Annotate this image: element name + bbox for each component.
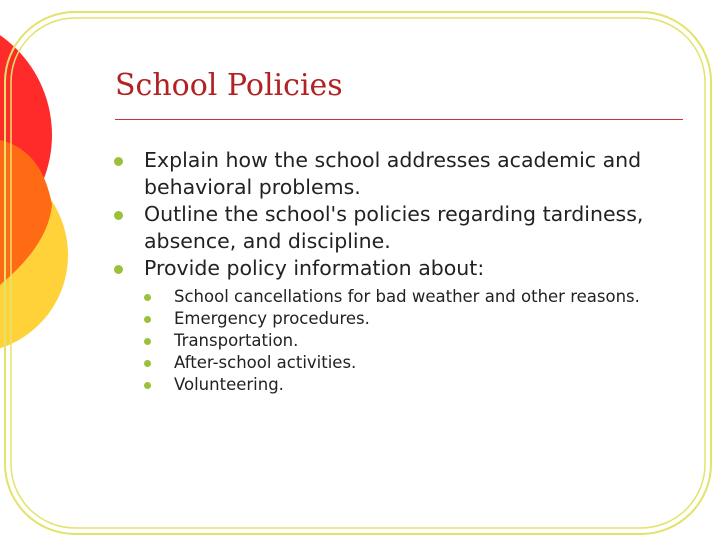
sub-bullet-item: [144, 330, 684, 352]
bullet-item: [114, 201, 684, 255]
sub-bullet-text: Transportation.: [174, 331, 299, 350]
sub-bullet-item: [144, 374, 684, 396]
sub-bullet-text: School cancellations for bad weather and other reasons.: [174, 287, 640, 306]
slide-title: School Policies: [115, 68, 343, 103]
sub-bullet-dot-icon: [144, 294, 151, 301]
bullet-text: Provide policy information about:: [144, 256, 485, 280]
bullet-dot-icon: [114, 211, 123, 220]
sub-bullet-item: [144, 352, 684, 374]
bullet-dot-icon: [114, 265, 123, 274]
bullet-item: [114, 147, 684, 201]
bullet-item: [114, 255, 684, 396]
bullet-text: Outline the school's policies regarding tardiness, absence, and discipline.: [144, 202, 644, 253]
sub-bullet-dot-icon: [144, 338, 151, 345]
bullet-dot-icon: [114, 157, 123, 166]
title-underline: [115, 119, 683, 120]
sub-bullet-dot-icon: [144, 360, 151, 367]
sub-bullet-text: Volunteering.: [174, 375, 284, 394]
bullet-text: Explain how the school addresses academic and behavioral problems.: [144, 148, 642, 199]
sub-bullet-dot-icon: [144, 316, 151, 323]
sub-bullet-dot-icon: [144, 382, 151, 389]
sub-bullet-item: [144, 286, 684, 308]
sub-bullet-text: After-school activities.: [174, 353, 357, 372]
sub-bullet-list: [144, 286, 684, 396]
sub-bullet-item: [144, 308, 684, 330]
bullet-list: [114, 147, 684, 396]
sub-bullet-text: Emergency procedures.: [174, 309, 370, 328]
